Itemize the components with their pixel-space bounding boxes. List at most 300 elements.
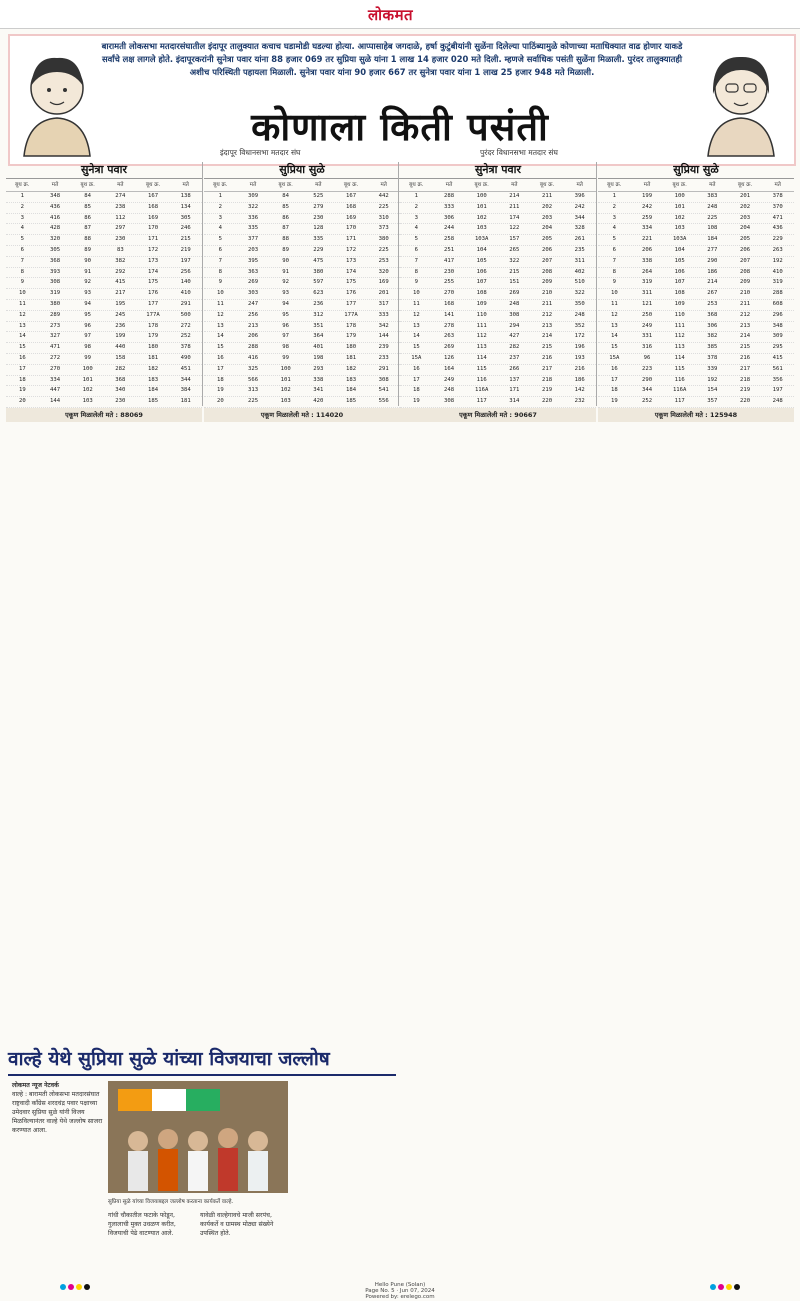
table-row [6, 235, 202, 246]
booth-number: 14 [412, 333, 420, 340]
booth-number: 11 [216, 300, 224, 307]
table-row [598, 268, 794, 279]
booth-number: 183 [345, 376, 357, 383]
column-header: बूथ क्र. [539, 182, 555, 188]
table-row [6, 289, 202, 300]
vote-count: 197 [772, 387, 783, 394]
vote-count: 378 [180, 344, 191, 351]
vote-count: 328 [574, 225, 585, 232]
victory-story [8, 1045, 396, 1280]
vote-count: 319 [49, 290, 61, 297]
booth-number: 104 [476, 246, 487, 253]
vote-count: 341 [313, 387, 324, 394]
table-row [204, 246, 400, 257]
col2-rows [204, 192, 400, 408]
booth-number: 91 [282, 268, 290, 275]
booth-number: 89 [282, 246, 290, 253]
booth-number: 210 [739, 290, 751, 297]
table-row [598, 343, 794, 354]
column-header: बूथ क्र. [213, 182, 228, 188]
vote-count: 436 [49, 203, 61, 210]
booth-number: 6 [612, 246, 617, 253]
vote-count: 308 [509, 311, 520, 318]
vote-count: 380 [49, 300, 61, 307]
booth-number: 88 [282, 236, 290, 243]
vote-count: 259 [641, 214, 653, 221]
vote-count: 310 [378, 214, 389, 221]
table-row [6, 386, 202, 397]
booth-number: 5 [218, 236, 223, 243]
table-row [400, 376, 596, 387]
table-row [6, 332, 202, 343]
table-row [400, 246, 596, 257]
booth-number: 17 [412, 376, 420, 383]
vote-count: 186 [707, 268, 718, 275]
booth-number: 202 [739, 203, 751, 210]
booth-number: 173 [345, 257, 357, 264]
vote-count: 198 [313, 354, 324, 361]
booth-number: 99 [84, 354, 92, 361]
table-row [598, 311, 794, 322]
table-row [204, 311, 400, 322]
table-row [6, 376, 202, 387]
booth-number: 2 [612, 203, 617, 210]
vote-count: 309 [247, 193, 259, 199]
booth-number: 100 [82, 365, 93, 372]
booth-number: 106 [674, 268, 685, 275]
booth-number: 174 [345, 268, 357, 275]
vote-count: 236 [115, 322, 126, 329]
booth-number: 172 [345, 246, 357, 253]
vote-count: 308 [443, 398, 455, 405]
booth-number: 5 [20, 236, 25, 243]
booth-number: 17 [216, 365, 224, 372]
booth-number: 11 [18, 300, 26, 307]
vote-count: 410 [180, 290, 191, 297]
booth-number: 86 [84, 214, 92, 221]
vote-count: 144 [49, 398, 61, 405]
vote-count: 385 [707, 344, 718, 351]
booth-number: 3 [20, 214, 25, 221]
vote-count: 475 [313, 257, 324, 264]
column-header: बूथ क्र. [145, 182, 161, 188]
booth-number: 5 [414, 236, 419, 243]
vote-count: 282 [509, 344, 520, 351]
sunetra-pawar-portrait [14, 48, 100, 158]
booth-number: 208 [541, 268, 553, 275]
booth-number: 220 [541, 398, 553, 405]
booth-number: 102 [476, 214, 487, 221]
booth-number: 14 [216, 333, 224, 340]
vote-count: 274 [115, 193, 126, 199]
vote-count: 288 [247, 344, 259, 351]
vote-count: 138 [180, 193, 191, 199]
vote-count: 303 [247, 290, 259, 297]
booth-number: 7 [612, 257, 617, 264]
booth-number: 211 [541, 193, 553, 199]
table-row [6, 214, 202, 225]
booth-number: 184 [345, 387, 357, 394]
booth-number: 100 [476, 193, 487, 199]
story-headline: वाल्हे येथे सुप्रिया सुळे यांच्या विजयाचा जल्लोष [8, 1045, 396, 1076]
booth-number: 213 [541, 322, 553, 329]
booth-number: 211 [541, 300, 553, 307]
vote-count: 230 [443, 268, 455, 275]
vote-count: 410 [772, 268, 783, 275]
supriya-sule-portrait [698, 48, 784, 158]
vote-count: 196 [574, 344, 585, 351]
column-divider [202, 162, 203, 406]
booth-number: 179 [147, 333, 159, 340]
booth-number: 8 [20, 268, 25, 275]
vote-count: 184 [707, 236, 718, 243]
vote-count: 382 [115, 257, 126, 264]
vote-count: 248 [772, 398, 783, 405]
vote-count: 395 [247, 257, 259, 264]
purandar-subhead: पुरंदर विधानसभा मतदार संघ [480, 148, 558, 157]
vote-count: 288 [772, 290, 783, 297]
booth-number: 7 [414, 257, 419, 264]
column-header: बूथ क्र. [343, 182, 359, 188]
table-row [598, 257, 794, 268]
table-row [400, 268, 596, 279]
table-row [204, 203, 400, 214]
vote-count: 256 [180, 268, 191, 275]
booth-number: 110 [674, 311, 685, 318]
booth-number: 101 [82, 376, 93, 383]
booth-number: 168 [147, 203, 159, 210]
booth-number: 10 [18, 290, 26, 297]
vote-count: 206 [641, 246, 653, 253]
table-row [598, 235, 794, 246]
booth-number: 183 [147, 376, 159, 383]
vote-count: 164 [443, 365, 455, 372]
booth-number: 19 [216, 387, 224, 394]
column-header: बूथ क्र. [409, 182, 424, 188]
vote-count: 316 [641, 344, 653, 351]
vote-count: 297 [115, 225, 126, 232]
vote-count: 525 [313, 193, 324, 199]
column-header: बूथ क्र. [474, 182, 489, 188]
vote-count: 230 [313, 214, 324, 221]
booth-number: 170 [345, 225, 357, 232]
vote-count: 263 [772, 246, 783, 253]
table-row [204, 257, 400, 268]
vote-count: 235 [574, 246, 585, 253]
celebration-photo [108, 1081, 288, 1193]
booth-number: 6 [218, 246, 223, 253]
vote-count: 339 [707, 365, 718, 372]
booth-number: 175 [147, 279, 159, 286]
vote-count: 112 [115, 214, 126, 221]
table-row [204, 278, 400, 289]
vote-count: 427 [509, 333, 520, 340]
vote-count: 344 [641, 387, 653, 394]
vote-count: 169 [378, 279, 389, 286]
booth-number: 95 [282, 311, 290, 318]
booth-number: 101 [674, 203, 685, 210]
booth-number: 100 [280, 365, 291, 372]
booth-number: 174 [147, 268, 159, 275]
booth-number: 104 [674, 246, 685, 253]
table-row [6, 343, 202, 354]
booth-number: 2 [414, 203, 419, 210]
vote-count: 377 [247, 236, 259, 243]
vote-count: 181 [180, 398, 191, 405]
vote-count: 356 [772, 376, 783, 383]
vote-count: 294 [509, 322, 520, 329]
vote-count: 264 [641, 268, 653, 275]
booth-number: 103 [674, 225, 685, 232]
table-row [598, 246, 794, 257]
vote-count: 623 [313, 290, 324, 297]
vote-count: 417 [443, 257, 455, 264]
booth-number: 17 [18, 365, 26, 372]
table-row [204, 300, 400, 311]
vote-count: 215 [180, 236, 191, 243]
lokmat-logo: लोकमत [368, 6, 414, 24]
column-header: मते [315, 182, 322, 188]
booth-number: 203 [541, 214, 553, 221]
vote-count: 137 [509, 376, 520, 383]
vote-count: 322 [509, 257, 520, 264]
column-header: मते [380, 182, 387, 188]
vote-count: 192 [707, 376, 718, 383]
booth-number: 94 [282, 300, 290, 307]
col4-title: सुप्रिया सुळे [598, 162, 794, 179]
booth-number: 209 [541, 279, 553, 286]
column-header: बूथ क्र. [672, 182, 687, 188]
vote-count: 269 [509, 290, 520, 297]
booth-number: 18 [216, 376, 224, 383]
booth-number: 116 [674, 376, 685, 383]
vote-count: 451 [180, 365, 191, 372]
vote-count: 126 [443, 354, 455, 361]
booth-number: 97 [84, 333, 92, 340]
booth-number: 95 [84, 311, 92, 318]
booth-number: 11 [610, 300, 618, 307]
vote-count: 253 [707, 300, 718, 307]
booth-number: 8 [414, 268, 419, 275]
booth-number: 213 [739, 322, 751, 329]
vote-count: 317 [378, 300, 389, 307]
vote-count: 320 [49, 236, 61, 243]
booth-number: 206 [739, 246, 751, 253]
vote-count: 213 [247, 322, 259, 329]
booth-number: 204 [541, 225, 553, 232]
page-footer [0, 1282, 800, 1301]
booth-number: 9 [20, 279, 25, 286]
booth-number: 208 [739, 268, 751, 275]
vote-count: 428 [49, 225, 61, 232]
col2-headers [204, 179, 400, 192]
booth-number: 87 [282, 225, 290, 232]
vote-count: 309 [772, 333, 783, 340]
vote-count: 312 [313, 311, 324, 318]
table-row [204, 214, 400, 225]
vote-count: 380 [378, 236, 389, 243]
column-divider [398, 162, 399, 406]
booth-number: 13 [412, 322, 420, 329]
booth-number: 12 [610, 311, 618, 318]
table-row [400, 322, 596, 333]
booth-number: 103 [476, 225, 487, 232]
vote-count: 384 [180, 387, 191, 394]
booth-number: 86 [282, 214, 290, 221]
vote-count: 311 [641, 290, 653, 297]
table-row [598, 300, 794, 311]
booth-number: 206 [541, 246, 553, 253]
vote-count: 172 [574, 333, 585, 340]
booth-number: 19 [412, 398, 420, 405]
booth-number: 1 [218, 193, 223, 199]
vote-count: 327 [49, 333, 61, 340]
story-body-2: गांधी चौकातील फटाके फोडून, गुलालाची मुक्त उधळण करीत, विजयाची पेढे वाटण्यात आले. [108, 1212, 176, 1237]
vote-count: 199 [115, 333, 126, 340]
booth-number: 16 [18, 354, 26, 361]
booth-number: 205 [541, 236, 553, 243]
vote-count: 308 [378, 376, 389, 383]
vote-count: 199 [641, 193, 653, 199]
table-row [400, 386, 596, 397]
booth-number: 218 [541, 376, 553, 383]
vote-count: 331 [641, 333, 653, 340]
booth-number: 102 [280, 387, 291, 394]
table-row [400, 311, 596, 322]
vote-count: 278 [443, 322, 455, 329]
vote-count: 121 [641, 300, 653, 307]
booth-number: 117 [674, 398, 685, 405]
vote-count: 221 [641, 236, 653, 243]
booth-number: 214 [739, 333, 751, 340]
booth-number: 93 [282, 290, 290, 297]
vote-count: 319 [641, 279, 653, 286]
booth-number: 182 [147, 365, 159, 372]
column-header: मते [643, 182, 651, 188]
vote-count: 249 [641, 322, 653, 329]
vote-count: 279 [313, 203, 324, 210]
vote-count: 305 [180, 214, 191, 221]
table-row [400, 289, 596, 300]
vote-count: 230 [115, 398, 126, 405]
booth-number: 168 [345, 203, 357, 210]
booth-number: 177 [147, 300, 159, 307]
vote-count: 334 [641, 225, 653, 232]
vote-count: 396 [574, 193, 585, 199]
vote-count: 247 [247, 300, 259, 307]
booth-number: 13 [18, 322, 26, 329]
booth-number: 179 [345, 333, 357, 340]
booth-number: 4 [612, 225, 617, 232]
booth-number: 169 [345, 214, 357, 221]
vote-count: 223 [641, 365, 653, 372]
footer-page-date: Page No. 5 · Jun 07, 2024 [365, 1288, 435, 1294]
booth-number: 16 [216, 354, 224, 361]
column-header: मते [709, 182, 716, 188]
column-header: मते [51, 182, 59, 188]
vote-count: 192 [772, 257, 783, 264]
booth-number: 169 [147, 214, 159, 221]
vote-count: 338 [313, 376, 324, 383]
vote-count: 248 [707, 203, 718, 210]
booth-number: 202 [541, 203, 553, 210]
booth-number: 106 [476, 268, 487, 275]
table-row [400, 214, 596, 225]
column-header: मते [576, 182, 583, 188]
print-registration-marks [710, 1284, 740, 1290]
booth-number: 2 [20, 203, 25, 210]
vote-count: 168 [443, 300, 455, 307]
col3-headers [400, 179, 596, 192]
vote-count: 378 [707, 354, 718, 361]
vote-count: 442 [378, 193, 389, 199]
booth-number: 171 [345, 236, 357, 243]
vote-count: 335 [247, 225, 259, 232]
table-row [400, 224, 596, 235]
vote-count: 157 [509, 236, 520, 243]
vote-count: 248 [574, 311, 585, 318]
story-body-3: यावेळी वाल्हेगावचे माजी सरपंच, कार्यकर्ते व ग्रामस्थ मोठ्या संख्येने उपस्थित होते. [200, 1212, 274, 1237]
booth-number: 103 [280, 398, 291, 405]
vote-count: 229 [772, 236, 783, 243]
booth-number: 9 [612, 279, 617, 286]
booth-number: 103 [82, 398, 93, 405]
booth-number: 112 [476, 333, 487, 340]
booth-number: 111 [476, 322, 487, 329]
booth-number: 217 [541, 365, 553, 372]
vote-count: 290 [641, 376, 653, 383]
table-row [598, 224, 794, 235]
booth-number: 98 [84, 344, 92, 351]
vote-count: 140 [180, 279, 191, 286]
vote-count: 402 [574, 268, 585, 275]
booth-number: 111 [674, 322, 685, 329]
vote-count: 490 [180, 354, 191, 361]
booth-number: 92 [84, 279, 92, 286]
vote-count: 203 [247, 246, 259, 253]
col1-total: एकूण मिळालेली मते : 88069 [6, 408, 202, 422]
booth-number: 100 [674, 193, 685, 199]
vote-count: 217 [115, 290, 126, 297]
table-row [204, 365, 400, 376]
vote-count: 141 [443, 311, 455, 318]
table-row [6, 300, 202, 311]
booth-number: 173 [147, 257, 159, 264]
booth-number: 116 [476, 376, 487, 383]
table-row [6, 311, 202, 322]
column-header: मते [182, 182, 189, 188]
table-row [598, 289, 794, 300]
booth-number: 15 [610, 344, 618, 351]
column-header: मते [117, 182, 124, 188]
table-row [400, 397, 596, 408]
booth-number: 9 [218, 279, 223, 286]
booth-number: 167 [345, 193, 357, 199]
booth-number: 108 [674, 290, 685, 297]
vote-count: 242 [574, 203, 585, 210]
booth-number: 1 [20, 193, 25, 199]
column-header: बूथ क्र. [607, 182, 622, 188]
intro-paragraph: बारामती लोकसभा मतदारसंघातील इंदापूर तालुक्यात कचाच घडामोडी घडल्या होत्या. आप्पासाहेब जगदाळे, हर्षा कुटुंबीयांनी सुळेंना दिलेल्या पाठिंब्यामुळे कोणाच्या मताधिक्यात वाढ होणार याकडे सर्वांचे लक्ष लागले होते. इंदापूरकरांनी सुनेत्रा पवार यांना 88 हजार 069 तर सुप्रिया सुळे यांना 1 लाख 14 हजार 020 मते दिली. म्हणजे सर्वाधिक पसंती सुळेंना मिळाली. पुरंदर तालुक्यातही अशीच परिस्थिती पहायला मिळाली. सुनेत्रा पवार यांना 90 हजार 667 तर सुनेत्रा पवार यांना 1 लाख 25 हजार 948 मते मिळाली. [101, 41, 683, 77]
vote-count: 415 [772, 354, 783, 361]
vote-count: 335 [313, 236, 324, 243]
booth-number: 167 [147, 193, 159, 199]
booth-number: 107 [476, 279, 487, 286]
table-row [6, 257, 202, 268]
booth-number: 18 [412, 387, 420, 394]
booth-number: 9 [414, 279, 419, 286]
vote-count: 83 [116, 246, 124, 253]
